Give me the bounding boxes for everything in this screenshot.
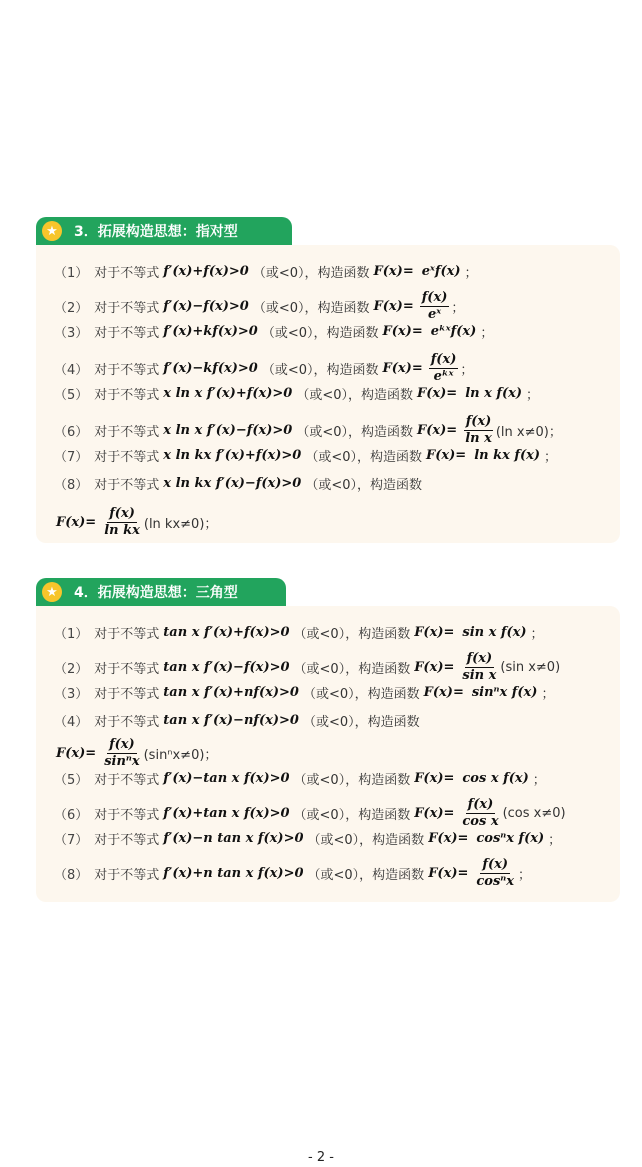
rule-index: （5）	[54, 773, 89, 788]
rule-middle: （或<0），构造函数	[307, 868, 425, 883]
rule-line	[54, 290, 610, 323]
section-heading: 3．拓展构造思想：指对型	[74, 224, 238, 240]
rule-prefix: 对于不等式	[94, 808, 160, 823]
rule-condition: f′(x)+tan x f(x)>0	[163, 806, 290, 821]
rule-line	[54, 651, 610, 684]
rule-middle: （或<0），构造函数	[252, 301, 370, 316]
rule-index: （1）	[54, 627, 89, 642]
rule-index: （2）	[54, 662, 89, 677]
construct-rhs: eᵏˣf(x)	[430, 324, 477, 339]
construct-lhs: F(x)=	[417, 423, 458, 438]
rule-index: （7）	[54, 833, 89, 848]
rule-line	[54, 797, 610, 830]
fraction-denominator: sinⁿx	[104, 754, 140, 769]
rule-line	[54, 857, 610, 890]
fraction-numerator: f(x)	[466, 651, 493, 666]
rule-middle: （或<0），构造函数	[261, 363, 379, 378]
star-icon: ★	[42, 582, 62, 602]
fraction-denominator: cos x	[462, 814, 499, 829]
rule-index: （4）	[54, 715, 89, 730]
star-icon: ★	[42, 221, 62, 241]
rule-tail: ；	[480, 326, 494, 341]
section-tab	[36, 578, 286, 606]
rule-condition: x ln x f′(x)+f(x)>0	[163, 386, 293, 401]
fraction-numerator: f(x)	[465, 414, 492, 429]
rule-middle: （或<0），构造函数	[307, 833, 425, 848]
rule-prefix: 对于不等式	[94, 773, 160, 788]
fraction	[102, 506, 142, 539]
fraction-numerator: f(x)	[482, 857, 509, 872]
rule-condition: f′(x)+kf(x)>0	[163, 324, 258, 339]
rule-tail: ；	[526, 388, 540, 403]
fraction-numerator: f(x)	[430, 352, 457, 367]
rule-middle: （或<0），构造函数	[305, 478, 422, 493]
rule-tail: (ln kx≠0)；	[143, 517, 218, 532]
rule-condition: f′(x)−kf(x)>0	[163, 361, 258, 376]
rule-middle: （或<0），构造函数	[252, 266, 370, 281]
rule-index: （3）	[54, 687, 89, 702]
rule-prefix: 对于不等式	[94, 388, 160, 403]
rule-condition: f′(x)−tan x f(x)>0	[163, 771, 290, 786]
construct-lhs: F(x)=	[428, 831, 469, 846]
rule-line	[54, 829, 610, 848]
construct-rhs: cos x f(x)	[462, 771, 529, 786]
rule-condition: tan x f′(x)+nf(x)>0	[163, 685, 299, 700]
rule-index: （8）	[54, 478, 89, 493]
rule-index: （5）	[54, 388, 89, 403]
rule-line	[54, 384, 610, 403]
rule-middle: （或<0），构造函数	[296, 388, 413, 403]
rule-line	[54, 623, 610, 642]
rule-line	[52, 737, 610, 770]
rule-condition: f′(x)−n tan x f(x)>0	[163, 831, 304, 846]
rule-condition: x ln kx f′(x)−f(x)>0	[163, 476, 302, 491]
construct-rhs: ln x f(x)	[465, 386, 523, 401]
fraction	[460, 651, 498, 684]
fraction	[420, 290, 450, 323]
rule-middle: （或<0），构造函数	[293, 808, 411, 823]
rule-prefix: 对于不等式	[94, 715, 160, 730]
construct-lhs: F(x)=	[373, 299, 414, 314]
rule-line	[52, 506, 610, 539]
fraction	[474, 857, 516, 890]
rule-tail: ；	[530, 627, 544, 642]
rule-line	[54, 474, 610, 493]
rule-middle: （或<0），构造函数	[293, 773, 411, 788]
rule-index: （8）	[54, 868, 89, 883]
rule-index: （7）	[54, 450, 89, 465]
fraction	[429, 352, 459, 385]
rule-line	[54, 352, 610, 385]
construct-lhs: F(x)=	[414, 660, 455, 675]
rule-index: （3）	[54, 326, 89, 341]
rule-prefix: 对于不等式	[94, 266, 160, 281]
rule-tail: ；	[532, 773, 546, 788]
rule-prefix: 对于不等式	[94, 326, 160, 341]
rule-tail: ；	[518, 868, 532, 883]
rule-middle: （或<0），构造函数	[296, 425, 413, 440]
fraction-numerator: f(x)	[109, 737, 135, 752]
construct-lhs: F(x)=	[56, 515, 97, 530]
construct-lhs: F(x)=	[382, 324, 423, 339]
rule-middle: （或<0），构造函数	[302, 715, 420, 730]
fraction-denominator: ln x	[465, 431, 492, 446]
fraction-denominator: sin x	[462, 668, 497, 683]
section-heading: 4．拓展构造思想：三角型	[74, 585, 238, 601]
rule-condition: tan x f′(x)−nf(x)>0	[163, 713, 299, 728]
rule-index: （6）	[54, 808, 89, 823]
fraction	[463, 414, 494, 447]
construct-lhs: F(x)=	[414, 625, 455, 640]
rule-line	[54, 262, 610, 281]
rule-line	[54, 414, 610, 447]
fraction-numerator: f(x)	[109, 506, 135, 521]
fraction-denominator: eᵏˣ	[433, 369, 454, 384]
rule-prefix: 对于不等式	[94, 450, 160, 465]
rule-middle: （或<0），构造函数	[302, 687, 420, 702]
rule-tail: ；	[544, 450, 558, 465]
rule-prefix: 对于不等式	[94, 478, 160, 493]
construct-lhs: F(x)=	[373, 264, 414, 279]
rule-prefix: 对于不等式	[94, 868, 160, 883]
rule-condition: f′(x)+n tan x f(x)>0	[163, 866, 304, 881]
page-number: - 2 -	[308, 1150, 334, 1165]
section-tab	[36, 217, 292, 245]
rule-condition: tan x f′(x)+f(x)>0	[163, 625, 290, 640]
construct-lhs: F(x)=	[414, 771, 455, 786]
rule-prefix: 对于不等式	[94, 627, 160, 642]
rule-index: （1）	[54, 266, 89, 281]
rule-condition: tan x f′(x)−f(x)>0	[163, 660, 290, 675]
fraction	[460, 797, 500, 830]
construct-lhs: F(x)=	[426, 448, 467, 463]
rule-tail: (sin x≠0)	[500, 660, 561, 675]
rule-condition: f′(x)−f(x)>0	[163, 299, 249, 314]
construct-rhs: sin x f(x)	[462, 625, 527, 640]
construct-rhs: eˣf(x)	[421, 264, 461, 279]
construct-lhs: F(x)=	[428, 866, 469, 881]
construct-rhs: sinⁿx f(x)	[471, 685, 538, 700]
rule-line	[54, 711, 610, 730]
construct-lhs: F(x)=	[414, 806, 455, 821]
rule-condition: f′(x)+f(x)>0	[163, 264, 249, 279]
rule-line	[54, 446, 610, 465]
construct-lhs: F(x)=	[56, 746, 97, 761]
rule-tail: ；	[548, 833, 562, 848]
rule-prefix: 对于不等式	[94, 687, 160, 702]
rule-tail: (cos x≠0)	[502, 806, 566, 821]
fraction-numerator: f(x)	[421, 290, 448, 305]
rule-condition: x ln x f′(x)−f(x)>0	[163, 423, 293, 438]
rule-tail: ；	[460, 363, 474, 378]
fraction-denominator: cosⁿx	[476, 874, 514, 889]
rule-prefix: 对于不等式	[94, 301, 160, 316]
construct-rhs: ln kx f(x)	[474, 448, 541, 463]
rule-line	[54, 769, 610, 788]
rule-index: （4）	[54, 363, 89, 378]
content-box	[36, 245, 620, 543]
fraction-denominator: eˣ	[427, 307, 442, 322]
construct-rhs: cosⁿx f(x)	[476, 831, 545, 846]
construct-lhs: F(x)=	[417, 386, 458, 401]
rule-tail: ；	[464, 266, 478, 281]
construct-lhs: F(x)=	[382, 361, 423, 376]
rule-tail: (ln x≠0)；	[495, 425, 562, 440]
fraction-denominator: ln kx	[104, 523, 140, 538]
rule-line	[54, 322, 610, 341]
rule-tail: (sinⁿx≠0)；	[143, 748, 218, 763]
rule-index: （2）	[54, 301, 89, 316]
rule-middle: （或<0），构造函数	[305, 450, 422, 465]
rule-middle: （或<0），构造函数	[261, 326, 379, 341]
rule-prefix: 对于不等式	[94, 363, 160, 378]
fraction	[102, 737, 141, 770]
rule-tail: ；	[541, 687, 555, 702]
fraction-numerator: f(x)	[467, 797, 494, 812]
content-box	[36, 606, 620, 902]
rule-prefix: 对于不等式	[94, 662, 160, 677]
rule-prefix: 对于不等式	[94, 833, 160, 848]
rule-tail: ；	[451, 301, 465, 316]
construct-lhs: F(x)=	[423, 685, 464, 700]
rule-middle: （或<0），构造函数	[293, 627, 411, 642]
rule-line	[54, 683, 610, 702]
rule-prefix: 对于不等式	[94, 425, 160, 440]
rule-condition: x ln kx f′(x)+f(x)>0	[163, 448, 302, 463]
rule-index: （6）	[54, 425, 89, 440]
rule-middle: （或<0），构造函数	[293, 662, 411, 677]
